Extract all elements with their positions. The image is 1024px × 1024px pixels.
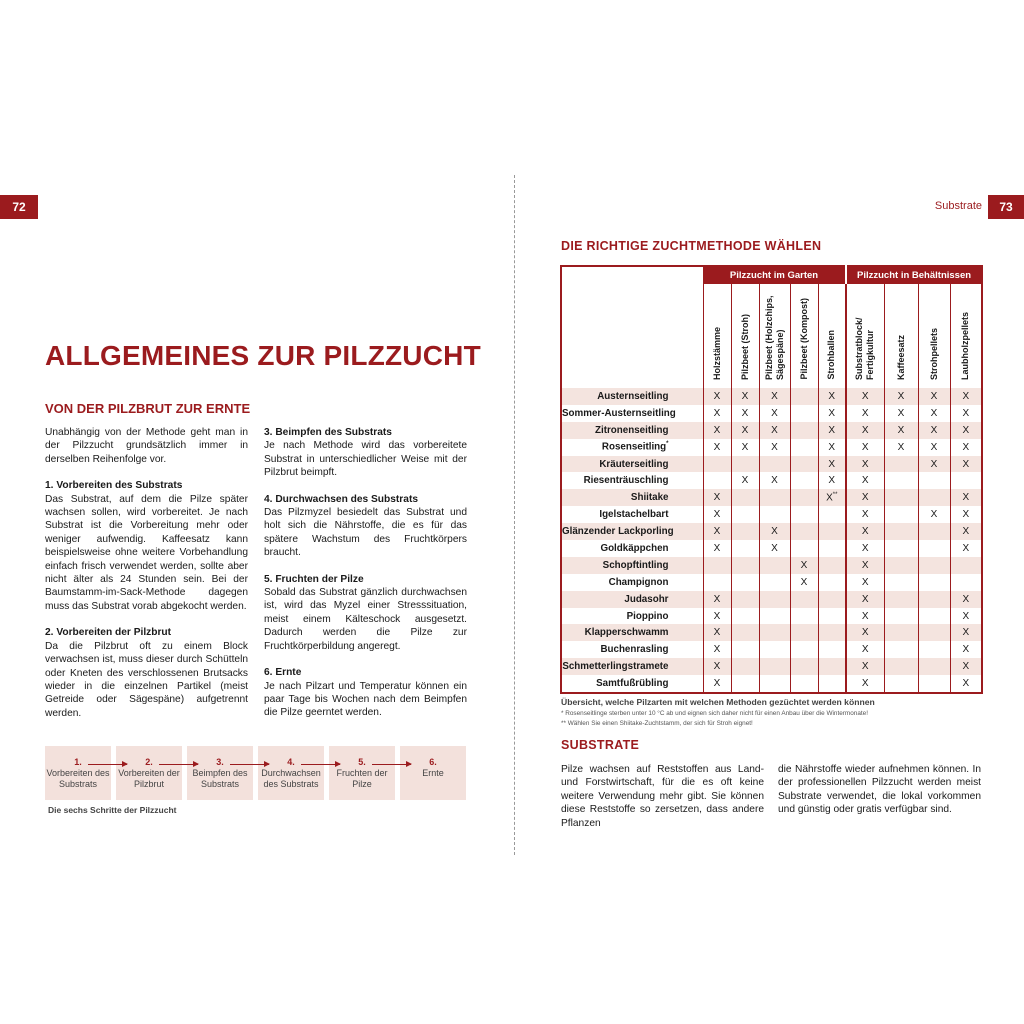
column-header: [918, 284, 950, 388]
method-cell: [818, 591, 846, 608]
column-header-label: Pilzbeet (Stroh): [739, 313, 750, 380]
method-cell: [918, 574, 950, 591]
method-cell: X: [703, 624, 731, 641]
method-cell: X: [731, 388, 759, 405]
method-cell: [884, 472, 918, 489]
method-cell: X: [846, 624, 884, 641]
page-number-left: 72: [0, 195, 38, 219]
method-cell: X: [884, 439, 918, 456]
method-cell: [918, 624, 950, 641]
method-cell: [918, 489, 950, 506]
text-column-left: [45, 426, 248, 733]
species-name: Zitronenseitling: [561, 422, 703, 439]
method-cell: [759, 574, 790, 591]
method-cell: [918, 472, 950, 489]
group-header-garden: Pilzzucht im Garten: [703, 266, 846, 284]
method-cell: [884, 557, 918, 574]
method-cell: X: [950, 388, 982, 405]
step-arrow-icon: [372, 764, 411, 765]
method-cell: [884, 608, 918, 625]
method-cell: X: [846, 675, 884, 693]
method-cell: [790, 405, 818, 422]
method-cell: X: [950, 439, 982, 456]
method-cell: [731, 574, 759, 591]
method-cell: [818, 641, 846, 658]
species-name: Buchenrasling: [561, 641, 703, 658]
method-cell: [818, 540, 846, 557]
table-row: [561, 557, 982, 574]
step-heading: 5. Fruchten der Pilze: [264, 573, 364, 585]
method-cell: [703, 557, 731, 574]
method-cell: X: [950, 405, 982, 422]
method-cell: X: [703, 439, 731, 456]
step-number: 4.: [287, 757, 295, 767]
step-number: 1.: [74, 757, 82, 767]
method-cell: [759, 608, 790, 625]
column-header: [759, 284, 790, 388]
method-cell: X: [846, 506, 884, 523]
method-cell: [884, 523, 918, 540]
method-cell: [884, 456, 918, 473]
method-cell: X: [950, 658, 982, 675]
method-cell: X: [759, 439, 790, 456]
method-cell: [790, 641, 818, 658]
method-cell: X: [846, 540, 884, 557]
method-cell: [759, 489, 790, 506]
table-corner: [561, 284, 703, 388]
method-cell: [818, 574, 846, 591]
table-body: [561, 388, 982, 693]
footnote: * Rosenseitlinge sterben unter 10 °C ab und eignen sich daher nicht für einen Anbau über die Wintermonate!: [561, 710, 869, 717]
method-cell: [918, 608, 950, 625]
step-number: 6.: [429, 757, 437, 767]
method-cell: X: [918, 439, 950, 456]
method-cell: X: [731, 472, 759, 489]
method-cell: X: [846, 523, 884, 540]
process-steps-diagram: [45, 746, 467, 800]
method-cell: X: [703, 523, 731, 540]
method-cell: X: [950, 608, 982, 625]
column-header: [884, 284, 918, 388]
table-row: [561, 489, 982, 506]
table-row: [561, 591, 982, 608]
process-step-box: [400, 746, 466, 800]
process-step-box: [187, 746, 253, 800]
method-cell: X: [759, 405, 790, 422]
method-cell: [790, 624, 818, 641]
column-header: [950, 284, 982, 388]
method-matrix-table: [560, 265, 983, 694]
method-cell: [790, 456, 818, 473]
method-cell: X: [884, 388, 918, 405]
method-cell: X: [950, 422, 982, 439]
method-cell: [790, 591, 818, 608]
species-name: Igelstachelbart: [561, 506, 703, 523]
method-cell: X: [846, 388, 884, 405]
method-cell: [790, 658, 818, 675]
column-header-label: Pilzbeet (Holzchips, Sägespäne): [763, 295, 785, 380]
method-cell: X: [950, 675, 982, 693]
column-header: [818, 284, 846, 388]
method-cell: [918, 658, 950, 675]
step-arrow-icon: [88, 764, 127, 765]
page-number-right: 73: [988, 195, 1024, 219]
method-cell: [818, 523, 846, 540]
method-cell: [950, 574, 982, 591]
method-cell: X: [731, 405, 759, 422]
column-header: [703, 284, 731, 388]
method-cell: [703, 456, 731, 473]
method-cell: X: [818, 422, 846, 439]
method-cell: [731, 456, 759, 473]
method-cell: X: [703, 405, 731, 422]
table-row: [561, 439, 982, 456]
method-cell: X: [846, 641, 884, 658]
method-cell: X: [846, 608, 884, 625]
method-cell: [759, 624, 790, 641]
section-heading-substrate: SUBSTRATE: [561, 738, 640, 752]
species-name: Rosenseitling*: [561, 439, 703, 456]
step-text: Je nach Methode wird das vorbereitete Substrat in unterschiedlicher Weise mit der Pilzbrut beimpft.: [264, 440, 467, 479]
section-heading-zuchtmethode: DIE RICHTIGE ZUCHTMETHODE WÄHLEN: [561, 239, 822, 253]
method-cell: [759, 591, 790, 608]
method-cell: X: [846, 658, 884, 675]
species-name: Champignon: [561, 574, 703, 591]
method-cell: X: [846, 422, 884, 439]
method-cell: X: [703, 489, 731, 506]
species-name: Goldkäppchen: [561, 540, 703, 557]
group-header-container: Pilzzucht in Behältnissen: [846, 266, 982, 284]
step-arrow-icon: [301, 764, 340, 765]
step-section: [45, 626, 248, 720]
method-cell: X: [759, 388, 790, 405]
method-cell: X: [846, 489, 884, 506]
method-cell: [884, 624, 918, 641]
method-cell: X: [703, 591, 731, 608]
step-label: Fruchten der Pilze: [336, 768, 388, 789]
method-cell: X: [884, 422, 918, 439]
method-cell: X: [703, 506, 731, 523]
method-cell: [759, 641, 790, 658]
species-name: Samtfußrübling: [561, 675, 703, 693]
method-cell: X: [818, 472, 846, 489]
method-cell: X: [790, 574, 818, 591]
text-column-right: [264, 426, 467, 733]
substrate-text-column-right: die Nährstoffe wieder aufnehmen können. In der professionellen Pilzzucht werden meist Substrate verwendet, die lokal vorkommen und günstig oder gratis verfügbar sind.: [778, 764, 981, 816]
species-name: Shiitake: [561, 489, 703, 506]
step-text: Das Substrat, auf dem die Pilze später wachsen sollen, wird vorbereitet. Je nach Substrat ist die Vorbereitung mehr oder weniger aufwendig. Kaffeesatz kann beispielsweise ohne weitere Vorbehandlung einfach frisch verwendet werden, sollte aber nicht älter als 24 Stunden sein. Bei der Baumstamm-im-Sack-Methode dagegen muss das Substrat vorab abgekocht werden.: [45, 493, 248, 612]
method-cell: [918, 540, 950, 557]
table-caption: Übersicht, welche Pilzarten mit welchen Methoden gezüchtet werden können: [561, 697, 875, 707]
column-header: [846, 284, 884, 388]
method-cell: [884, 641, 918, 658]
table-row: [561, 641, 982, 658]
method-cell: X: [731, 422, 759, 439]
step-heading: 1. Vorbereiten des Substrats: [45, 480, 183, 492]
method-cell: X: [950, 489, 982, 506]
step-heading: 3. Beimpfen des Substrats: [264, 427, 392, 438]
table-row: [561, 675, 982, 693]
table-row: [561, 658, 982, 675]
method-cell: [759, 456, 790, 473]
species-name: Kräuterseitling: [561, 456, 703, 473]
method-cell: [731, 658, 759, 675]
process-step-box: [329, 746, 395, 800]
method-cell: [731, 557, 759, 574]
method-cell: X: [846, 574, 884, 591]
step-heading: 2. Vorbereiten der Pilzbrut: [45, 627, 172, 639]
method-cell: [884, 540, 918, 557]
method-cell: [759, 675, 790, 693]
process-step-box: [116, 746, 182, 800]
table-row: [561, 574, 982, 591]
method-cell: [818, 608, 846, 625]
method-cell: [790, 608, 818, 625]
method-cell: [818, 624, 846, 641]
method-cell: [884, 574, 918, 591]
column-header-label: Holzstämme: [711, 326, 722, 380]
method-cell: X: [846, 472, 884, 489]
step-text: Da die Pilzbrut oft zu einem Block verwachsen ist, muss dieser durch Schütteln oder Kneten des verschlossenen Brutsacks wieder in die einzelnen Partikel (meist Getreide oder Sägespäne) aufgetrennt werden.: [45, 640, 248, 719]
step-arrow-icon: [159, 764, 198, 765]
method-cell: X: [950, 456, 982, 473]
method-cell: [818, 658, 846, 675]
method-cell: [731, 489, 759, 506]
method-cell: X: [846, 439, 884, 456]
method-cell: X: [818, 439, 846, 456]
method-cell: X: [759, 472, 790, 489]
table-row: [561, 388, 982, 405]
species-name: Sommer-Austernseitling: [561, 405, 703, 422]
table-row: [561, 472, 982, 489]
step-text: Je nach Pilzart und Temperatur können ein paar Tage bis Wochen nach dem Beimpfen die Pilze geerntet werden.: [264, 680, 467, 719]
intro-paragraph: Unabhängig von der Methode geht man in der Pilzzucht grundsätzlich immer in derselben Reihenfolge vor.: [45, 427, 248, 465]
species-name: Riesenträuschling: [561, 472, 703, 489]
method-cell: [759, 506, 790, 523]
method-cell: X: [703, 658, 731, 675]
method-cell: [818, 557, 846, 574]
method-cell: X: [918, 405, 950, 422]
method-cell: X: [703, 388, 731, 405]
method-cell: X: [918, 422, 950, 439]
method-cell: [884, 506, 918, 523]
species-name: Pioppino: [561, 608, 703, 625]
table-row: [561, 523, 982, 540]
method-cell: [790, 523, 818, 540]
method-cell: [950, 557, 982, 574]
method-cell: [790, 388, 818, 405]
method-cell: [790, 675, 818, 693]
method-cell: [731, 591, 759, 608]
step-number: 2.: [145, 757, 153, 767]
column-header-label: Kaffeesatz: [895, 334, 906, 380]
method-cell: [884, 591, 918, 608]
method-cell: X: [846, 456, 884, 473]
running-head: Substrate: [934, 200, 982, 212]
method-cell: [731, 624, 759, 641]
method-cell: X: [703, 540, 731, 557]
method-cell: X: [950, 591, 982, 608]
method-cell: X: [759, 523, 790, 540]
method-cell: X: [703, 641, 731, 658]
method-cell: [790, 439, 818, 456]
step-section: [264, 493, 467, 560]
method-cell: [950, 472, 982, 489]
step-label: Vorbereiten der Pilzbrut: [118, 768, 180, 789]
step-arrow-icon: [230, 764, 269, 765]
method-cell: [884, 658, 918, 675]
species-name: Judasohr: [561, 591, 703, 608]
method-cell: [918, 591, 950, 608]
species-name: Klapperschwamm: [561, 624, 703, 641]
method-cell: [918, 523, 950, 540]
step-heading: 6. Ernte: [264, 667, 302, 679]
method-cell: X: [918, 388, 950, 405]
substrate-text-column-left: Pilze wachsen auf Reststoffen aus Land- und Forstwirtschaft, für die es oft keine weitere Verwendung mehr gibt. Sie können diese Reststoffe so zersetzen, dass andere Pflanzen: [561, 764, 764, 829]
species-name: Schmetterlingstramete: [561, 658, 703, 675]
column-header: [731, 284, 759, 388]
step-label: Vorbereiten des Substrats: [46, 768, 110, 789]
method-cell: [731, 675, 759, 693]
method-cell: [731, 523, 759, 540]
method-cell: [731, 641, 759, 658]
method-cell: [703, 472, 731, 489]
table-corner: [561, 266, 703, 284]
process-step-box: [258, 746, 324, 800]
method-cell: X: [950, 624, 982, 641]
method-cell: [703, 574, 731, 591]
method-cell: X: [703, 422, 731, 439]
method-cell: X: [703, 608, 731, 625]
column-header-label: Laubholzpellets: [960, 311, 971, 380]
table-row: [561, 540, 982, 557]
step-section: [45, 479, 248, 613]
method-cell: [918, 675, 950, 693]
step-section: [264, 666, 467, 720]
method-cell: [731, 608, 759, 625]
method-cell: [759, 658, 790, 675]
column-header-label: Strohpellets: [928, 327, 939, 380]
figure-caption: Die sechs Schritte der Pilzzucht: [48, 805, 177, 815]
method-cell: X: [731, 439, 759, 456]
method-cell: X: [703, 675, 731, 693]
method-cell: X: [918, 506, 950, 523]
table-row: [561, 608, 982, 625]
method-cell: [884, 675, 918, 693]
method-cell: X: [846, 557, 884, 574]
method-cell: [790, 422, 818, 439]
method-cell: X: [950, 506, 982, 523]
method-cell: [918, 557, 950, 574]
column-header-label: Substratblock/ Fertigkultur: [854, 317, 876, 380]
column-header-row: [561, 284, 982, 388]
step-text: Sobald das Substrat gänzlich durchwachsen ist, wird das Myzel einer Stresssituation, meist einem Kälteschock ausgesetzt. Dadurch werden die Pilze zur Fruchtkörperbildung angeregt.: [264, 587, 467, 652]
method-cell: X: [846, 405, 884, 422]
step-label: Beimpfen des Substrats: [192, 768, 248, 789]
species-name: Glänzender Lackporling: [561, 523, 703, 540]
process-step-box: [45, 746, 111, 800]
table-row: [561, 506, 982, 523]
footnote: ** Wählen Sie einen Shiitake-Zuchtstamm, der sich für Stroh eignet!: [561, 720, 753, 727]
method-cell: [818, 675, 846, 693]
method-cell: X: [950, 540, 982, 557]
step-number: 3.: [216, 757, 224, 767]
method-cell: X: [884, 405, 918, 422]
species-name: Austernseitling: [561, 388, 703, 405]
table-row: [561, 405, 982, 422]
table-row: [561, 456, 982, 473]
method-cell: X: [790, 557, 818, 574]
method-cell: [759, 557, 790, 574]
method-cell: X: [818, 405, 846, 422]
step-text: Das Pilzmyzel besiedelt das Substrat und holt sich die Nährstoffe, die es für das spätere Wachstum des Fruchtkörpers braucht.: [264, 507, 467, 559]
method-cell: [818, 506, 846, 523]
table-row: [561, 624, 982, 641]
method-cell: X: [950, 523, 982, 540]
method-cell: [790, 472, 818, 489]
step-label: Durchwachsen des Substrats: [261, 768, 321, 789]
step-section: [264, 426, 467, 480]
method-cell: X: [846, 591, 884, 608]
method-cell: X: [918, 456, 950, 473]
page-gutter-divider: [514, 175, 515, 855]
section-heading-pilzbrut: VON DER PILZBRUT ZUR ERNTE: [45, 401, 251, 416]
method-cell: X: [818, 456, 846, 473]
column-header: [790, 284, 818, 388]
method-cell: X: [759, 422, 790, 439]
step-section: [264, 573, 467, 653]
method-cell: X: [818, 388, 846, 405]
chapter-title: ALLGEMEINES ZUR PILZZUCHT: [45, 340, 481, 371]
species-name: Schopftintling: [561, 557, 703, 574]
method-cell: X: [759, 540, 790, 557]
method-cell: X**: [818, 489, 846, 506]
method-cell: [790, 489, 818, 506]
table-row: [561, 422, 982, 439]
method-cell: [790, 540, 818, 557]
method-cell: [918, 641, 950, 658]
group-header-row: [561, 266, 982, 284]
method-cell: [731, 540, 759, 557]
step-number: 5.: [358, 757, 366, 767]
method-cell: [790, 506, 818, 523]
method-cell: [884, 489, 918, 506]
step-label: Ernte: [422, 768, 444, 778]
column-header-label: Pilzbeet (Kompost): [798, 298, 809, 380]
step-heading: 4. Durchwachsen des Substrats: [264, 493, 418, 505]
column-header-label: Strohballen: [826, 330, 837, 380]
method-cell: X: [950, 641, 982, 658]
method-cell: [731, 506, 759, 523]
